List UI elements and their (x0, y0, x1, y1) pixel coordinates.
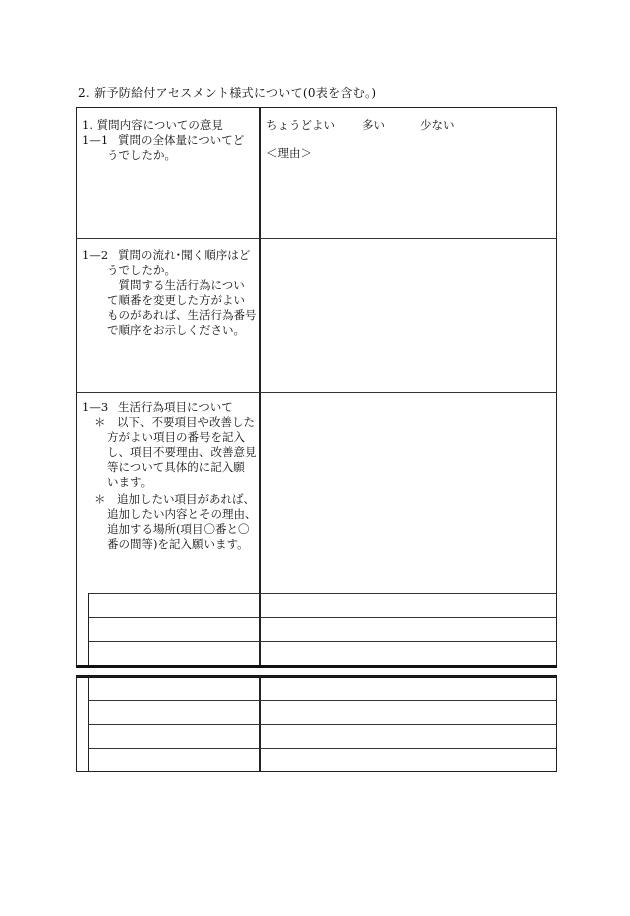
page-break-rule-top (76, 665, 557, 668)
input-cell-reason-6[interactable] (262, 725, 554, 747)
q1-2-number: 1—2 (82, 248, 109, 262)
section1-title: 1. 質問内容についての意見 (82, 118, 223, 132)
q1-3-bullet2-line-2: 追加したい内容とその理由、 (107, 507, 257, 521)
q1-1-line-1: 質問の全体量についてど (118, 133, 245, 147)
q1-3-bullet2-line-1: ＊ 追加したい項目があれば、 (94, 492, 255, 506)
input-cell-reason-5[interactable] (262, 701, 554, 723)
q1-3-number: 1—3 (82, 400, 109, 414)
section-heading: 2. 新予防給付アセスメント様式について(0表を含む。) (78, 86, 377, 100)
q1-3-bullet1-line-4: 等について具体的に記入願 (107, 460, 245, 474)
input-cell-reason-4[interactable] (262, 678, 554, 699)
input-cell-number-7[interactable] (90, 749, 258, 770)
q1-2-line-1: 質問の流れ･聞く順序はど (118, 248, 251, 262)
q1-3-bullet1-line-1: ＊ 以下、不要項目や改善した (94, 415, 255, 429)
q1-2-line-4: て順番を変更した方がよい (107, 293, 245, 307)
input-cell-number-4[interactable] (90, 678, 258, 699)
option-just-right[interactable]: ちょうどよい (266, 118, 335, 132)
q1-3-bullet2-line-4: 番の間等)を記入願います。 (107, 537, 249, 551)
q1-2-line-2: うでしたか。 (107, 263, 176, 277)
q1-2-line-3: 質問する生活行為につい (107, 278, 245, 292)
q1-3-bullet1-line-2: 方がよい項目の番号を記入 (107, 430, 245, 444)
input-cell-reason-2[interactable] (262, 618, 554, 640)
q1-3-bullet1-line-3: し、項目不要理由、改善意見 (107, 445, 257, 459)
input-cell-reason-1[interactable] (262, 594, 554, 616)
input-cell-number-2[interactable] (90, 618, 258, 640)
input-cell-reason-7[interactable] (262, 749, 554, 770)
row-divider-2 (76, 392, 557, 393)
input-cell-reason-3[interactable] (262, 642, 554, 664)
q1-1-line-2: うでしたか。 (107, 148, 176, 162)
q1-3-bullet2-line-3: 追加する場所(項目〇番と〇 (107, 522, 250, 536)
grid-inner-left (88, 593, 89, 667)
q1-3-title: 生活行為項目について (118, 400, 233, 414)
q1-2-line-5: ものがあれば、生活行為番号 (107, 308, 257, 322)
q1-2-line-6: で順序をお示しください。 (107, 323, 245, 337)
row-divider-1 (76, 238, 557, 239)
input-cell-number-5[interactable] (90, 701, 258, 723)
input-cell-number-1[interactable] (90, 594, 258, 616)
assessment-form (76, 107, 557, 667)
input-cell-number-6[interactable] (90, 725, 258, 747)
q1-1-number: 1—1 (82, 133, 109, 147)
input-cell-number-3[interactable] (90, 642, 258, 664)
option-too-many[interactable]: 多い (362, 118, 385, 132)
reason-label: ＜理由＞ (266, 146, 312, 160)
q1-3-bullet1-line-5: います。 (107, 475, 153, 489)
column-divider (259, 107, 261, 667)
option-too-few[interactable]: 少ない (420, 118, 455, 132)
